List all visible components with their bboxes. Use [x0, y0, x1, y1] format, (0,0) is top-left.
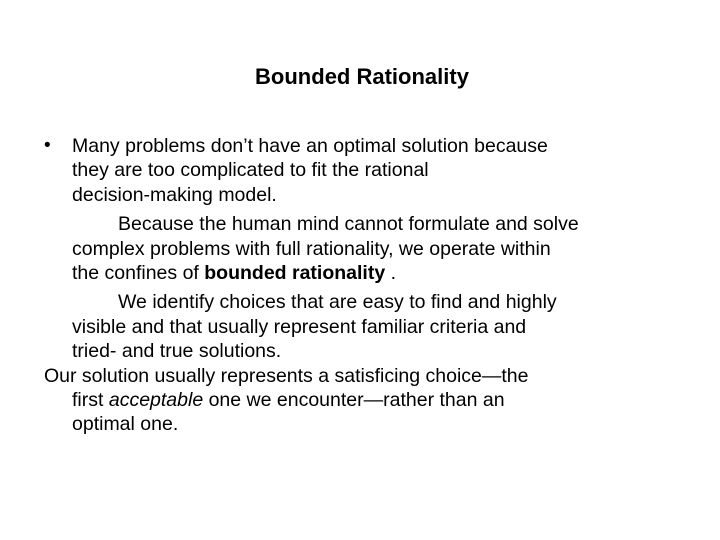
bullet-marker: • [44, 135, 51, 156]
paragraph-4 [44, 364, 684, 437]
paragraph-3 [44, 290, 684, 363]
paragraph-4-line-3: optimal one. [72, 413, 179, 436]
paragraph-4-line-2-prefix: first [72, 389, 109, 412]
paragraph-3-line-1: We identify choices that are easy to find and highly [118, 291, 557, 314]
paragraph-4-line-2-suffix: one we encounter—rather than an [203, 389, 505, 412]
paragraph-2-line-3-suffix: . [385, 262, 397, 285]
paragraph-3-line-2: visible and that usually represent familiar criteria and [72, 315, 527, 338]
paragraph-2-line-1: Because the human mind cannot formulate and solve [118, 213, 579, 236]
paragraph-1-line-2: they are too complicated to fit the rational [72, 159, 429, 182]
paragraph-2-line-2: complex problems with full rationality, we operate within [72, 237, 551, 260]
paragraph-4-line-1: Our solution usually represents a satisficing choice—the [44, 364, 529, 387]
acceptable-term: acceptable [108, 389, 204, 412]
paragraph-2-line-3-prefix: the confines of [72, 262, 205, 285]
paragraph-1-line-3: decision-making model. [72, 183, 277, 206]
slide-title: Bounded Rationality [255, 64, 469, 89]
paragraph-1-line-1: Many problems don’t have an optimal solution because [72, 135, 548, 157]
paragraph-2 [44, 212, 684, 285]
bounded-rationality-term: bounded rationality [204, 262, 386, 285]
bullet-paragraph-1 [44, 134, 684, 207]
paragraph-3-line-3: tried- and true solutions. [72, 340, 282, 363]
slide-body [44, 134, 684, 437]
